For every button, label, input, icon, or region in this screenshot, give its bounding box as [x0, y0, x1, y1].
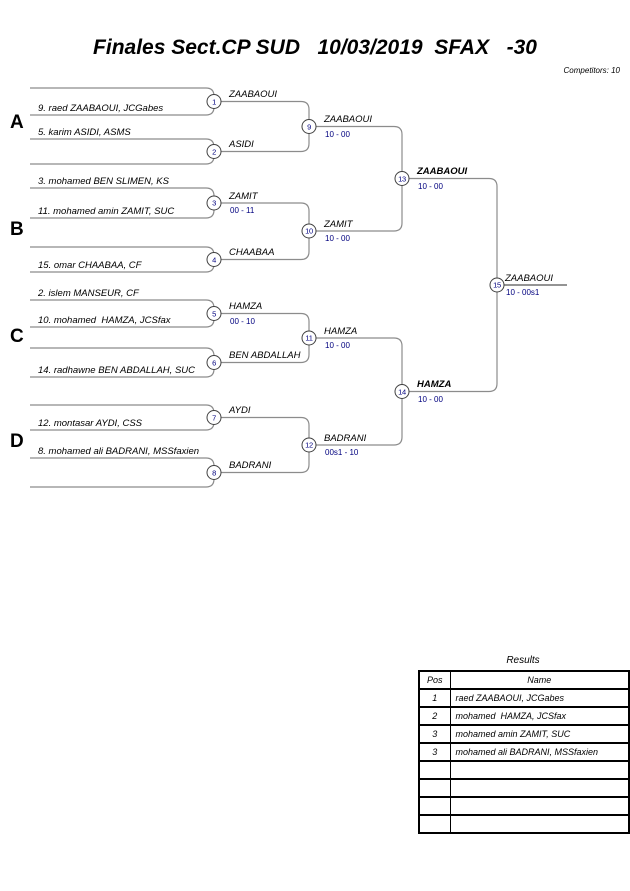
- match-winner: HAMZA: [324, 325, 358, 337]
- match-winner: ZAABAOUI: [417, 166, 468, 177]
- results-cell-name: [450, 779, 629, 797]
- match-winner: AYDI: [229, 405, 251, 416]
- match-number: 1: [212, 96, 216, 106]
- match-number: 12: [305, 440, 313, 450]
- results-cell-pos: 3: [419, 725, 450, 743]
- match-winner: BADRANI: [324, 432, 367, 444]
- results-cell-pos: [419, 761, 450, 779]
- results-row: [419, 815, 629, 833]
- results-cell-pos: [419, 779, 450, 797]
- results-title: Results: [506, 655, 540, 666]
- match-number: 4: [212, 254, 216, 264]
- match-winner: ZAABAOUI: [229, 89, 278, 100]
- match-score: 10 - 00: [325, 341, 350, 350]
- match-winner: ZAMIT: [324, 218, 353, 230]
- bracket-connector: [309, 127, 402, 232]
- results-cell-pos: 2: [419, 707, 450, 725]
- results-row: [419, 725, 629, 743]
- final-winner: ZAABAOUI: [505, 272, 554, 284]
- results-cell-name: raed ZAABAOUI, JCGabes: [450, 689, 629, 707]
- results-cell-pos: 1: [419, 689, 450, 707]
- results-cell-name: [450, 815, 629, 833]
- match-winner: ZAABAOUI: [324, 114, 373, 125]
- results-row: [419, 761, 629, 779]
- match-score: 10 - 00: [418, 181, 443, 191]
- match-number: 8: [212, 467, 216, 477]
- results-cell-name: [450, 761, 629, 779]
- entrant-label: 3. mohamed BEN SLIMEN, KS: [38, 176, 169, 187]
- match-winner: BADRANI: [229, 460, 272, 471]
- results-cell-name: mohamed ali BADRANI, MSSfaxien: [450, 743, 629, 761]
- results-cell-name: mohamed HAMZA, JCSfax: [450, 707, 629, 725]
- match-number: 11: [305, 333, 313, 343]
- results-header-name: Name: [450, 671, 629, 689]
- match-score: 10 - 00: [325, 129, 350, 139]
- match-number: 10: [305, 226, 313, 236]
- match-number: 15: [493, 280, 501, 290]
- match-score: 00 - 10: [230, 316, 255, 326]
- bracket-connector: [30, 139, 214, 164]
- group-label-b: B: [10, 219, 24, 240]
- bracket-connector: [309, 338, 402, 445]
- match-number: 7: [212, 412, 216, 422]
- entrant-label: 9. raed ZAABAOUI, JCGabes: [38, 103, 164, 114]
- results-cell-pos: [419, 815, 450, 833]
- match-number: 5: [212, 308, 216, 318]
- match-score: 00 - 11: [230, 206, 255, 215]
- match-score: 10 - 00: [418, 394, 443, 404]
- entrant-label: 11. mohamed amin ZAMIT, SUC: [38, 206, 175, 217]
- results-section: [418, 655, 628, 834]
- results-cell-name: [450, 797, 629, 815]
- match-number: 3: [212, 198, 216, 208]
- match-winner: HAMZA: [229, 301, 263, 312]
- match-score: 10 - 00: [325, 234, 350, 243]
- results-row: [419, 779, 629, 797]
- match-number: 6: [212, 357, 216, 367]
- results-table: [418, 670, 630, 834]
- group-label-c: C: [10, 326, 24, 347]
- entrant-label: 5. karim ASIDI, ASMS: [38, 127, 131, 138]
- results-header-pos: Pos: [419, 671, 450, 689]
- entrant-label: 2. islem MANSEUR, CF: [38, 288, 139, 299]
- results-row: [419, 743, 629, 761]
- results-cell-name: mohamed amin ZAMIT, SUC: [450, 725, 629, 743]
- match-winner: CHAABAA: [229, 247, 275, 258]
- match-winner: ZAMIT: [229, 190, 258, 202]
- entrant-label: 12. montasar AYDI, CSS: [38, 418, 143, 429]
- match-winner: ASIDI: [229, 139, 254, 150]
- results-cell-pos: [419, 797, 450, 815]
- entrant-label: 10. mohamed HAMZA, JCSfax: [38, 315, 171, 326]
- final-score: 10 - 00s1: [506, 288, 540, 297]
- competitors-count: Competitors: 10: [563, 66, 620, 75]
- match-number: 9: [307, 121, 311, 131]
- bracket-connector: [30, 458, 214, 487]
- results-row: [419, 797, 629, 815]
- match-number: 13: [398, 173, 406, 183]
- entrant-label: 15. omar CHAABAA, CF: [38, 260, 142, 271]
- match-number: 14: [398, 386, 406, 396]
- results-cell-pos: 3: [419, 743, 450, 761]
- match-score: 00s1 - 10: [325, 448, 359, 457]
- entrant-label: 8. mohamed ali BADRANI, MSSfaxien: [38, 446, 200, 457]
- entrant-label: 14. radhawne BEN ABDALLAH, SUC: [38, 365, 196, 376]
- bracket-connector: [402, 179, 497, 392]
- match-number: 2: [212, 146, 216, 156]
- results-header-row: [419, 671, 629, 689]
- group-label-d: D: [10, 431, 24, 452]
- group-label-a: A: [10, 112, 24, 133]
- results-row: [419, 707, 629, 725]
- results-row: [419, 689, 629, 707]
- match-winner: HAMZA: [417, 379, 452, 390]
- page-title: Finales Sect.CP SUD 10/03/2019 SFAX -30: [93, 36, 537, 59]
- match-winner: BEN ABDALLAH: [229, 350, 301, 361]
